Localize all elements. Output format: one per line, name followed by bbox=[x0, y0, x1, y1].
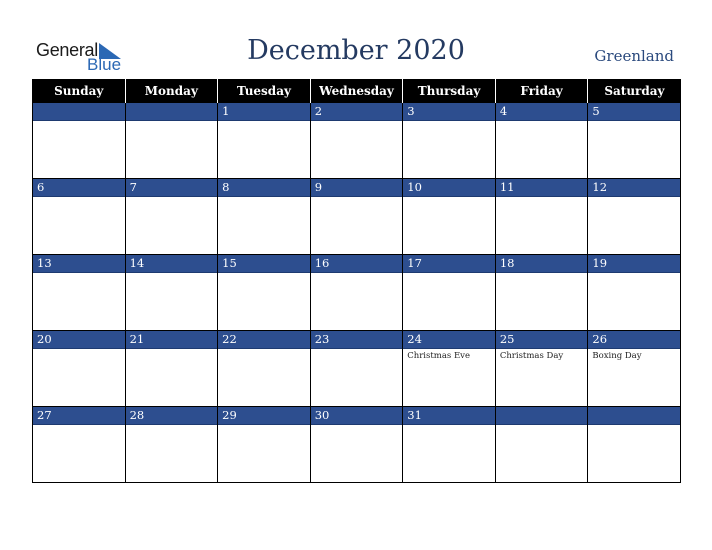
page-title: December 2020 bbox=[247, 35, 465, 66]
day-number bbox=[126, 103, 218, 121]
day-cell bbox=[218, 103, 311, 179]
day-number: 13 bbox=[33, 255, 125, 273]
day-number: 21 bbox=[126, 331, 218, 349]
day-number: 12 bbox=[588, 179, 680, 197]
day-number: 18 bbox=[496, 255, 588, 273]
day-number: 6 bbox=[33, 179, 125, 197]
day-cell bbox=[125, 331, 218, 407]
day-number: 16 bbox=[311, 255, 403, 273]
day-cell bbox=[33, 331, 126, 407]
day-number: 9 bbox=[311, 179, 403, 197]
day-cell bbox=[495, 179, 588, 255]
logo-text-blue: Blue bbox=[87, 55, 122, 74]
holiday-label: Christmas Day bbox=[499, 351, 564, 361]
day-number: 23 bbox=[311, 331, 403, 349]
day-cell bbox=[403, 255, 496, 331]
day-number: 26 bbox=[588, 331, 680, 349]
weekday-header-row bbox=[33, 79, 681, 103]
day-number: 3 bbox=[403, 103, 495, 121]
day-number: 31 bbox=[403, 407, 495, 425]
day-number: 30 bbox=[311, 407, 403, 425]
weekday-header: Wednesday bbox=[310, 79, 403, 103]
day-cell bbox=[33, 179, 126, 255]
day-cell bbox=[588, 103, 681, 179]
day-number: 25 bbox=[496, 331, 588, 349]
day-number: 10 bbox=[403, 179, 495, 197]
day-cell bbox=[588, 331, 681, 407]
day-cell bbox=[495, 407, 588, 483]
day-number: 20 bbox=[33, 331, 125, 349]
day-cell bbox=[495, 255, 588, 331]
weekday-header: Monday bbox=[125, 79, 218, 103]
day-cell bbox=[310, 255, 403, 331]
weekday-header: Friday bbox=[495, 79, 588, 103]
logo-text-general: General bbox=[36, 40, 98, 60]
day-cell bbox=[495, 331, 588, 407]
day-number: 27 bbox=[33, 407, 125, 425]
day-number: 5 bbox=[588, 103, 680, 121]
day-cell bbox=[495, 103, 588, 179]
weekday-header: Tuesday bbox=[218, 79, 311, 103]
day-cell bbox=[125, 179, 218, 255]
day-cell bbox=[588, 179, 681, 255]
day-number: 7 bbox=[126, 179, 218, 197]
day-cell bbox=[33, 255, 126, 331]
day-cell bbox=[33, 103, 126, 179]
day-number bbox=[588, 407, 680, 425]
day-cell bbox=[125, 255, 218, 331]
day-number bbox=[33, 103, 125, 121]
day-cell bbox=[403, 331, 496, 407]
day-cell bbox=[125, 103, 218, 179]
day-cell bbox=[310, 331, 403, 407]
day-cell bbox=[218, 179, 311, 255]
day-cell bbox=[310, 407, 403, 483]
day-cell bbox=[218, 255, 311, 331]
week-row bbox=[33, 103, 681, 179]
day-number: 22 bbox=[218, 331, 310, 349]
day-cell bbox=[218, 331, 311, 407]
day-number: 11 bbox=[496, 179, 588, 197]
month-calendar bbox=[32, 79, 681, 483]
holiday-label: Boxing Day bbox=[592, 351, 642, 361]
day-cell bbox=[125, 407, 218, 483]
country-label: Greenland bbox=[594, 47, 674, 65]
week-row bbox=[33, 255, 681, 331]
day-number: 28 bbox=[126, 407, 218, 425]
day-number: 2 bbox=[311, 103, 403, 121]
day-cell bbox=[403, 103, 496, 179]
weekday-header: Saturday bbox=[588, 79, 681, 103]
day-number: 17 bbox=[403, 255, 495, 273]
week-row bbox=[33, 407, 681, 483]
day-number: 1 bbox=[218, 103, 310, 121]
holiday-label: Christmas Eve bbox=[407, 351, 471, 361]
day-number: 29 bbox=[218, 407, 310, 425]
day-cell bbox=[218, 407, 311, 483]
day-number: 19 bbox=[588, 255, 680, 273]
day-cell bbox=[403, 179, 496, 255]
day-cell bbox=[310, 103, 403, 179]
day-number: 15 bbox=[218, 255, 310, 273]
weekday-header: Thursday bbox=[403, 79, 496, 103]
weekday-header: Sunday bbox=[33, 79, 126, 103]
day-cell bbox=[588, 407, 681, 483]
week-row bbox=[33, 331, 681, 407]
day-cell bbox=[310, 179, 403, 255]
day-number: 4 bbox=[496, 103, 588, 121]
day-number: 8 bbox=[218, 179, 310, 197]
day-cell bbox=[403, 407, 496, 483]
day-number: 24 bbox=[403, 331, 495, 349]
week-row bbox=[33, 179, 681, 255]
day-cell bbox=[33, 407, 126, 483]
calendar-header bbox=[0, 0, 712, 78]
day-cell bbox=[588, 255, 681, 331]
day-number bbox=[496, 407, 588, 425]
day-number: 14 bbox=[126, 255, 218, 273]
